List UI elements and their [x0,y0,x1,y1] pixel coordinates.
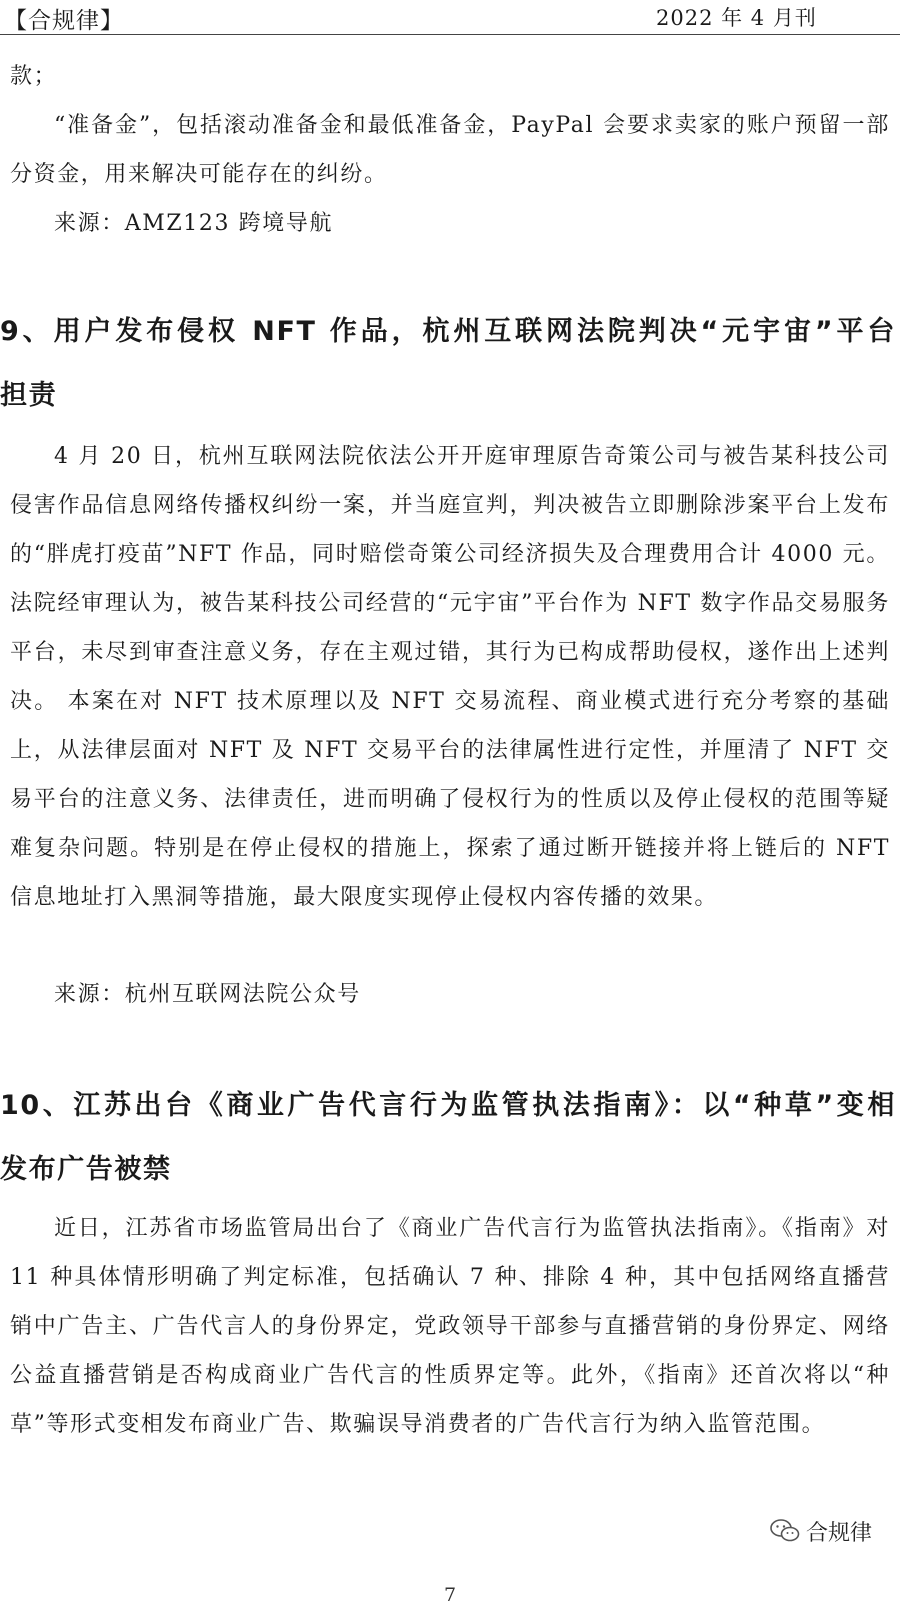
source-amz123: 来源：AMZ123 跨境导航 [54,211,334,236]
section-10-body: 近日，江苏省市场监管局出台了《商业广告代言行为监管执法指南》。《指南》对 11 种具体情形明确了判定标准，包括确认 7 种、排除 4 种，其中包括网络直播营销中广告主、广告代言人的身份界定，党政领导干部参与直播营销的身份界定、网络公益直播营销是否构成商业广告代言的性质界定等。此外，《指南》还首次将以“种草”等形式变相发布商业广告、欺骗误导消费者的广告代言行为纳入监管范围。 [10,1216,890,1437]
section-9-heading [0,300,896,428]
watermark-text: 合规律 [806,1520,873,1546]
section-10-title-line1: 10、江苏出台《商业广告代言行为监管执法指南》：以“种草”变相 [0,1090,896,1121]
publication-name: 【合规律】 [4,8,124,34]
wechat-watermark [770,1515,872,1547]
section-9-source: 来源：杭州互联网法院公众号 [54,982,361,1007]
reserve-paragraph: “准备金”，包括滚动准备金和最低准备金，PayPal 会要求卖家的账户预留一部分资金，用来解决可能存在的纠纷。 [10,113,890,187]
section-9-title-line1: 9、用户发布侵权 NFT 作品，杭州互联网法院判决“元宇宙”平台 [0,316,896,347]
page-number: 7 [443,1584,457,1606]
page-header [0,0,900,35]
section-9-title-line2: 担责 [0,380,58,411]
continued-paragraph: 款； [10,64,58,89]
section-10-heading [0,1074,896,1202]
issue-date: 2022 年 4 月刊 [656,6,817,30]
section-9-body: 4 月 20 日，杭州互联网法院依法公开开庭审理原告奇策公司与被告某科技公司侵害作品信息网络传播权纠纷一案，并当庭宣判，判决被告立即删除涉案平台上发布的“胖虎打疫苗”NFT 作品，同时赔偿奇策公司经济损失及合理费用合计 4000 元。 法院经审理认为，被告某科技公司经营的“元宇宙”平台作为 NFT 数字作品交易服务平台，未尽到审查注意义务，存在主观过错，其行为已构成帮助侵权，遂作出上述判决。 本案在对 NFT 技术原理以及 NFT 交易流程、商业模式进行充分考察的基础上，从法律层面对 NFT 及 NFT 交易平台的法律属性进行定性，并厘清了 NFT 交易平台的注意义务、法律责任，进而明确了侵权行为的性质以及停止侵权的范围等疑难复杂问题。特别是在停止侵权的措施上，探索了通过断开链接并将上链后的 NFT 信息地址打入黑洞等措施，最大限度实现停止侵权内容传播的效果。 [10,444,890,910]
wechat-icon [770,1519,800,1543]
section-10-title-line2: 发布广告被禁 [0,1154,172,1185]
